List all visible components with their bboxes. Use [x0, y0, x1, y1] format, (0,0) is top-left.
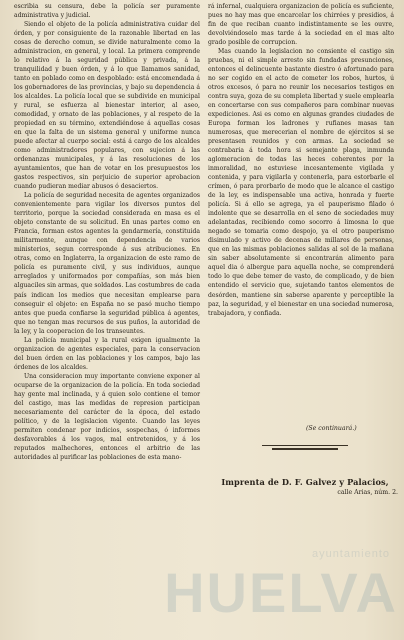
right-column-paragraph: Mas cuando la legislacion no consiente el castigo sin pruebas, ni el simple arresto sin fundadas presunciones, entonces el delincuente bastante diestro ó afortunado para no ser cogido en el acto de cometer los robos, hurtos, ú otros excesos, ó para no reunir los necesarios testigos en contra suya, goza de su completa libertad y suele emplearla en concertarse con sus compañeros para combinar nuevas expediciones. Asi es como en algunas grandes ciudades de Europa forman los ladrones y rufianes masas tan numerosas, que merecerian el nombre de ejércitos si se presentasen reunidos y con armas. La sociedad se contrabaria á toda hora si semejante plaga, inmunda aglomeracion de todas las heces coherentes por la inmoralidad, no estuviese incesantemente vigilada y contenida, y para vigilarla y contenerla, para estorbarle el crímen, ó para prorbarlo de modo que le alcance el castigo de la ley, es indispensable una activa, honrada y fuerte policía. Si á ello se agrega, ya el pauperismo filado ó indolente que se desarrolla en el seno de sociedades muy adelantadas, recibiendo como socorro á limosna lo que negado se tomaria como despojo, ya el otro pauperismo disimulado y activo de decenas de millares de personas, que en las mismas poblaciones salidas al sol de la mañana sin saber absolutamente si encontrarán alimento para aquel dia ó albergue para aquella noche, se comprenderá todo lo que debe temer de vasto, de complicado, y de bien entendido el servicio que, sujetando tantos elementos de desórden, mantiene sin saberse aparente y perceptible la paz, la seguridad, y el bienestar en una sociedad numerosa, trabajadora, y confiada.	[208, 48, 394, 317]
left-column-paragraph: Una consideracion muy importante conviene exponer al ocuparse de la organizacion de la policía. En toda sociedad hay gente mal inclinada, y á quien solo contiene el temor del castigo, mas las medidas de represion participan necesariamente del carácter de la época, del estado político, y de la legislacion vigente. Cuando las leyes permiten condenar por indicios, sospechas, ó informes desfavorables á los vagos, mal entretenidos, y á los reputados malhechores, entonces el arbitrio de las autoridades al purificar las poblaciones de esta mano-	[14, 372, 200, 461]
left-column-paragraph: escribia su censura, debe la policía ser puramente administrativa y judicial.	[14, 3, 200, 20]
left-column-paragraph: La policía municipal y la rural exigen igualmente la organizacion de agentes especiales, para la conservacion del buen órden en las poblaciones y los campos, bajo las órdenes de los alcaldes.	[14, 336, 200, 371]
left-column-paragraph: La policía de seguridad necesita de agentes organizados convenientemente para vigilar los diversos puntos del territorio, porque la sociedad considerada en masa es el objeto constante de su solicitud. En unas partes como en Francia, forman estos agentes la gendarmería, constituida militarmente, aunque con dependencia de varios ministerios, segun corresponde á sus atribuciones. En otras, como en Inglaterra, la organizacion de este ramo de policía es puramente civil, y sus individuos, aunque arreglados y uniformados por compañías, son más bien alguaciles sin armas, que soldados. Las costumbres de cada país indican los medios que necesitan emplearse para conseguir el objeto: en España no se pasó mucho tiempo antes que pueda confiarse la seguridad pública á agentes, que no tengan mas recursos de sus puños, la autoridad de la ley, y la cooperacion de los transeuntes.	[14, 192, 200, 335]
watermark-subtitle: ayuntamiento	[311, 548, 390, 560]
left-column-paragraph: Siendo el objeto de la policía administrativa cuidar del órden, y por consiguiente de la razonable libertad en las cosas de derecho comun, se divide naturalmente como la administracion, en general, y local. La primera comprende lo relativo á la seguridad pública y privada, á la tranquilidad y buen órden, y á lo que llamamos sanidad, tanto en poblado como en despoblado: está encomendada á los gobernadores de las provincias, y bajo su dependencia á los alcaldes. La policía local que se subdivide en municipal y rural, se esfuerza al bienestar interior, al aseo, comodidad, y ornato de las poblaciones, y al respeto de la propiedad en su término, extendiéndose á aquellas cosas en que la falta de un sistema general y uniforme nunca puede afectar al cuerpo social: está á cargo de los alcaldes como administradores populares, con sujecion á las ordenanzas municipales, y á las resoluciones de los ayuntamientos, que han de votar en los presupuestos los gastos respectivos, sin perjuicio de superior aprobacion cuando pudieran mediar abusos ó desaciertos.	[14, 21, 200, 191]
continuation-note: (Se continuará.)	[306, 425, 357, 432]
left-text-column	[14, 2, 200, 462]
watermark-logo: HUELVA	[164, 561, 398, 624]
divider-rule	[262, 445, 348, 446]
printer-imprint: Imprenta de D. F. Galvez y Palacios,	[221, 477, 389, 487]
right-text-column	[208, 2, 394, 318]
divider-double-rule	[272, 448, 338, 450]
printer-address: calle Arias, núm. 2.	[337, 489, 398, 496]
right-column-paragraph: rá infernal, cualquiera organizacion de policía es suficiente, pues no hay mas que encarcelar los chirrées y presidios, á fin de que reciban cuanto indistintamente se les ouvre, devolviéndoselo mas tarde á la sociedad en el mas alto grado posible de corrupcion.	[208, 3, 394, 47]
